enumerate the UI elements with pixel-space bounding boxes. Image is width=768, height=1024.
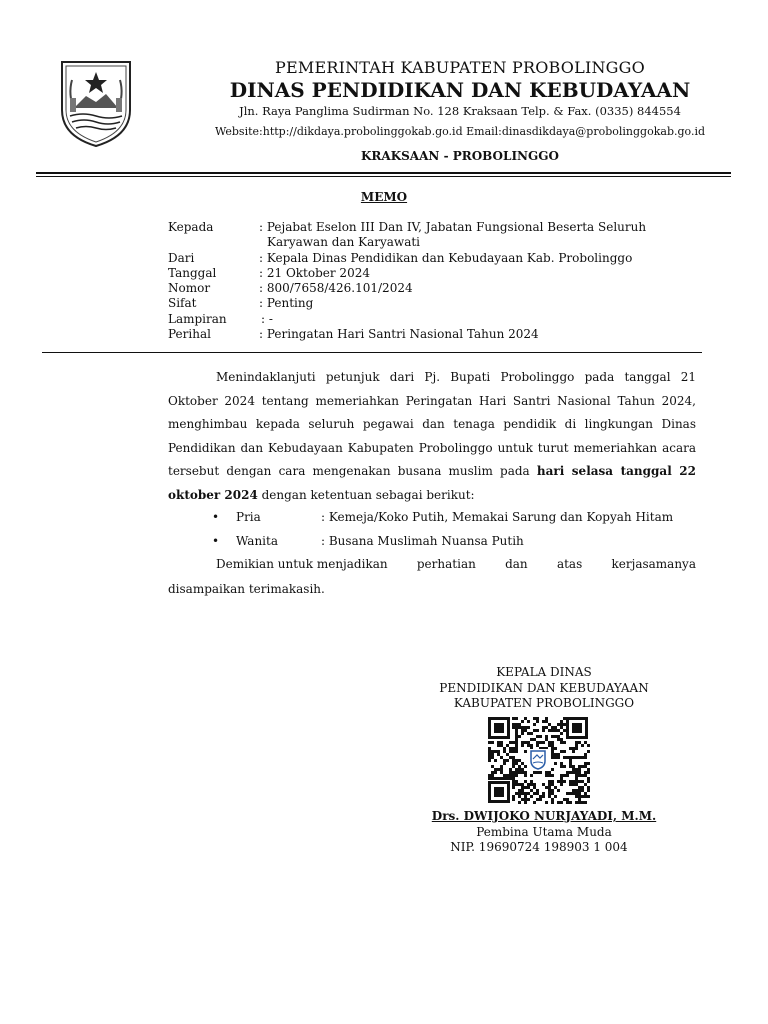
closing-word: atas xyxy=(556,557,583,571)
closing-word: kerjasamanya xyxy=(611,557,696,571)
field-lampiran xyxy=(168,312,708,327)
field-value: : Penting xyxy=(259,296,314,311)
field-key: Lampiran xyxy=(168,311,227,326)
field-key: Nomor xyxy=(168,281,211,296)
field-key: Sifat xyxy=(168,296,197,311)
field-value: : 21 Oktober 2024 xyxy=(259,265,370,280)
field-perihal xyxy=(168,327,708,342)
field-key: Perihal xyxy=(168,327,211,342)
memo-header-fields xyxy=(168,220,708,342)
field-value: : 800/7658/426.101/2024 xyxy=(259,281,413,296)
list-item-label: Wanita xyxy=(236,533,278,548)
memo-title: MEMO xyxy=(360,190,408,204)
closing-word: dan xyxy=(505,557,528,571)
field-value: : - xyxy=(261,311,273,326)
header-separator xyxy=(42,352,702,353)
signatory-title: KEPALA DINAS xyxy=(496,665,592,679)
memo-body xyxy=(168,366,696,507)
field-value xyxy=(259,220,689,251)
agency-address: Jln. Raya Panglima Sudirman No. 128 Kraksaan Telp. & Fax. (0335) 844554 xyxy=(239,104,681,118)
closing-paragraph xyxy=(168,552,696,602)
field-key: Tanggal xyxy=(168,265,217,280)
body-text-part: Menindaklanjuti petunjuk dari Pj. Bupati Probolinggo pada tanggal 21 Oktober 2024 tentang memeriahkan Peringatan Hari Santri Nasional Tahun 2024, menghimbau kepada seluruh pegawai dan tenaga pendidik di lingkungan Dinas Pendidikan dan Kebudayaan Kabupaten Probolinggo untuk turut memeriahkan acara tersebut dengan cara mengenakan busana muslim pada xyxy=(168,370,696,478)
list-item xyxy=(212,506,712,530)
field-dari xyxy=(168,251,708,266)
field-kepada xyxy=(168,220,708,251)
field-value-continuation: Karyawan dan Karyawati xyxy=(267,235,421,250)
list-item xyxy=(212,530,712,554)
closing-word: Demikian untuk menjadikan xyxy=(216,557,388,571)
signatory-agency: PENDIDIKAN DAN KEBUDAYAAN xyxy=(439,681,649,695)
dress-code-list xyxy=(212,506,712,553)
body-text-part: dengan ketentuan sebagai berikut: xyxy=(257,487,475,502)
closing-line xyxy=(168,552,696,577)
signatory-name: Drs. DWIJOKO NURJAYADI, M.M. xyxy=(431,809,657,823)
body-text-emphasis: hari selasa tanggal 22 oktober 2024 xyxy=(168,464,696,502)
field-sifat xyxy=(168,296,708,311)
signature-qr-icon xyxy=(486,715,590,805)
field-tanggal xyxy=(168,266,708,281)
list-item-value: : Busana Muslimah Nuansa Putih xyxy=(321,533,524,548)
agency-name: DINAS PENDIDIKAN DAN KEBUDAYAAN xyxy=(229,78,691,102)
signatory-rank: Pembina Utama Muda xyxy=(476,825,612,839)
body-paragraph xyxy=(168,366,696,507)
letterhead-rule-thin xyxy=(36,176,731,177)
field-value-line: : Pejabat Eselon III Dan IV, Jabatan Fungsional Beserta Seluruh xyxy=(259,220,647,234)
list-item-value: : Kemeja/Koko Putih, Memakai Sarung dan Kopyah Hitam xyxy=(321,510,674,524)
probolinggo-emblem-icon xyxy=(56,58,136,148)
field-value: : Peringatan Hari Santri Nasional Tahun 2024 xyxy=(259,327,539,342)
signatory-region: KABUPATEN PROBOLINGGO xyxy=(453,696,635,710)
list-item-label: Pria xyxy=(236,510,261,524)
field-nomor xyxy=(168,281,708,296)
field-key: Dari xyxy=(168,250,195,265)
agency-contact: Website:http://dikdaya.probolinggokab.go.id Email:dinasdikdaya@probolinggokab.go.id xyxy=(214,125,706,138)
government-name: PEMERINTAH KABUPATEN PROBOLINGGO xyxy=(275,58,645,77)
agency-city: KRAKSAAN - PROBOLINGGO xyxy=(361,149,559,163)
closing-line: disampaikan terimakasih. xyxy=(168,582,325,596)
closing-word: perhatian xyxy=(416,557,476,571)
bullet-icon: • xyxy=(212,533,220,548)
signatory-nip: NIP. 19690724 198903 1 004 xyxy=(450,840,628,854)
letterhead-rule xyxy=(36,172,731,174)
bullet-icon: • xyxy=(212,510,220,524)
field-key: Kepada xyxy=(168,220,214,234)
field-value: : Kepala Dinas Pendidikan dan Kebudayaan Kab. Probolinggo xyxy=(259,250,633,265)
